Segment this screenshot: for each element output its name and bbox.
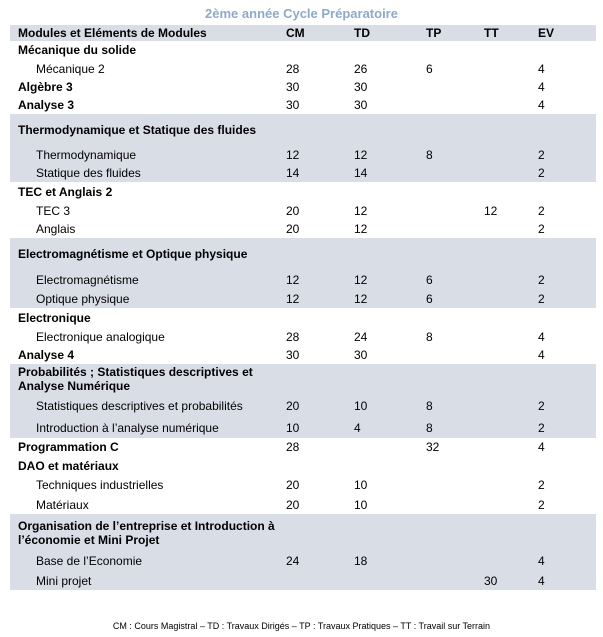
tp-value	[426, 456, 484, 475]
td-value	[354, 41, 426, 59]
tt-value	[484, 551, 538, 571]
td-value: 12	[354, 270, 426, 289]
ev-value: 2	[538, 289, 596, 308]
module-label: Mécanique du solide	[18, 43, 137, 57]
tt-value	[484, 364, 538, 394]
table-row	[10, 182, 596, 201]
tp-value: 6	[426, 270, 484, 289]
tp-value	[426, 164, 484, 182]
ev-value	[538, 238, 596, 270]
ev-value	[538, 182, 596, 201]
module-label: Probabilités ; Statistiques descriptives et Analyse Numérique	[10, 364, 286, 394]
tt-value	[484, 220, 538, 238]
tp-value: 6	[426, 289, 484, 308]
cm-value: 12	[286, 145, 354, 164]
td-value: 26	[354, 61, 368, 76]
ev-value: 2	[538, 203, 545, 218]
module-label: Organisation de l’entreprise et Introduction à l’économie et Mini Projet	[10, 514, 286, 551]
cm-value: 30	[286, 348, 300, 362]
td-value: 18	[354, 551, 426, 571]
cm-value	[286, 41, 354, 59]
ev-value	[538, 514, 596, 551]
tp-value	[426, 238, 484, 270]
cm-value	[286, 456, 354, 475]
ev-value: 4	[538, 551, 596, 571]
module-label: Mini projet	[10, 571, 286, 590]
td-value	[354, 571, 426, 590]
header-tp: TP	[426, 25, 484, 41]
header-ev: EV	[538, 25, 596, 41]
tp-value	[426, 201, 484, 220]
cm-value	[286, 364, 354, 394]
tt-value	[484, 96, 538, 114]
ev-value: 2	[538, 222, 545, 236]
ev-value: 4	[538, 440, 545, 454]
ev-value	[538, 41, 596, 59]
table-row	[10, 346, 596, 364]
header-modules: Modules et Eléments de Modules	[10, 25, 286, 41]
tp-value	[426, 346, 484, 364]
table-row	[10, 289, 596, 308]
td-value	[354, 182, 426, 201]
tp-value	[426, 96, 484, 114]
table-row	[10, 59, 596, 78]
td-value: 10	[354, 478, 368, 492]
ev-value: 4	[538, 98, 545, 112]
header-td: TD	[354, 25, 426, 41]
table-row	[10, 456, 596, 475]
ev-value: 2	[538, 418, 596, 438]
module-label: Anglais	[36, 222, 76, 236]
ev-value: 2	[538, 394, 596, 418]
tp-value: 8	[426, 394, 484, 418]
cm-value: 28	[286, 61, 300, 76]
ev-value	[538, 308, 596, 327]
td-value: 24	[354, 329, 368, 344]
page-title: 2ème année Cycle Préparatoire	[205, 6, 398, 21]
tp-value	[426, 78, 484, 96]
td-value	[354, 364, 426, 394]
ev-value: 4	[538, 80, 545, 94]
tt-value	[484, 327, 538, 346]
td-value: 30	[354, 80, 368, 94]
tt-value	[484, 346, 538, 364]
tt-value	[484, 114, 538, 145]
cm-value: 20	[286, 203, 300, 218]
tt-value	[484, 514, 538, 551]
tp-value	[426, 495, 484, 514]
tt-value	[484, 438, 538, 456]
table-row	[10, 327, 596, 346]
cm-value	[286, 182, 354, 201]
cm-value	[286, 571, 354, 590]
module-label: Analyse 3	[18, 98, 75, 112]
tp-value: 6	[426, 61, 433, 76]
tt-value	[484, 475, 538, 495]
tp-value	[426, 551, 484, 571]
cm-value: 20	[286, 394, 354, 418]
tp-value	[426, 114, 484, 145]
tp-value	[426, 308, 484, 327]
td-value	[354, 456, 426, 475]
td-value	[354, 238, 426, 270]
cm-value: 20	[286, 222, 300, 236]
cm-value: 10	[286, 418, 354, 438]
table-row	[10, 270, 596, 289]
td-value: 12	[354, 289, 426, 308]
cm-value: 14	[286, 164, 354, 182]
module-label: TEC et Anglais 2	[18, 184, 113, 199]
td-value	[354, 438, 426, 456]
ev-value	[538, 364, 596, 394]
tt-value: 12	[484, 203, 498, 218]
tp-value	[426, 182, 484, 201]
table-header	[10, 25, 596, 41]
table-row	[10, 164, 596, 182]
td-value: 10	[354, 394, 426, 418]
tp-value	[426, 475, 484, 495]
module-label: Thermodynamique	[10, 145, 286, 164]
module-label: Statique des fluides	[10, 164, 286, 182]
cm-value	[286, 308, 354, 327]
module-label: Electromagnétisme et Optique physique	[10, 238, 286, 270]
cm-value	[286, 514, 354, 551]
curriculum-table	[10, 25, 596, 590]
module-label: Mécanique 2	[36, 61, 105, 76]
table-row	[10, 418, 596, 438]
module-label: Electronique	[18, 310, 91, 325]
td-value: 12	[354, 203, 368, 218]
tt-value	[484, 394, 538, 418]
ev-value	[538, 456, 596, 475]
module-label: Algèbre 3	[18, 80, 73, 94]
tp-value	[426, 364, 484, 394]
table-row	[10, 96, 596, 114]
cm-value: 20	[286, 478, 300, 492]
table-row	[10, 41, 596, 59]
ev-value: 4	[538, 348, 545, 362]
tp-value: 8	[426, 418, 484, 438]
module-label: Techniques industrielles	[36, 478, 164, 492]
tt-value	[484, 238, 538, 270]
td-value: 10	[354, 497, 368, 512]
ev-value: 2	[538, 164, 596, 182]
ev-value: 4	[538, 571, 596, 590]
module-label: Programmation C	[18, 440, 119, 454]
table-row	[10, 438, 596, 456]
td-value: 30	[354, 348, 368, 362]
module-label: Optique physique	[10, 289, 286, 308]
table-row	[10, 238, 596, 270]
tt-value	[484, 270, 538, 289]
td-value	[354, 514, 426, 551]
module-label: Base de l’Economie	[10, 551, 286, 571]
table-row	[10, 78, 596, 96]
cm-value: 28	[286, 329, 300, 344]
cm-value: 12	[286, 289, 354, 308]
tt-value: 30	[484, 571, 538, 590]
module-label: Introduction à l’analyse numérique	[10, 418, 286, 438]
table-row	[10, 220, 596, 238]
cm-value: 20	[286, 497, 300, 512]
module-label: Statistiques descriptives et probabilités	[10, 394, 286, 418]
tp-value: 32	[426, 440, 440, 454]
module-label: TEC 3	[36, 203, 71, 218]
module-label: Matériaux	[36, 497, 89, 512]
tp-value	[426, 41, 484, 59]
ev-value: 2	[538, 478, 545, 492]
tt-value	[484, 145, 538, 164]
ev-value: 2	[538, 270, 596, 289]
cm-value: 12	[286, 270, 354, 289]
td-value: 12	[354, 222, 368, 236]
table-row	[10, 495, 596, 514]
module-label: DAO et matériaux	[18, 458, 119, 473]
header-tt: TT	[484, 25, 538, 41]
td-value: 4	[354, 418, 426, 438]
td-value: 30	[354, 98, 368, 112]
legend-footer: CM : Cours Magistral – TD : Travaux Dirigés – TP : Travaux Pratiques – TT : Travail sur Terrain	[112, 621, 491, 631]
table-row	[10, 145, 596, 164]
table-row	[10, 551, 596, 571]
tt-value	[484, 495, 538, 514]
module-label: Electronique analogique	[36, 329, 165, 344]
ev-value: 4	[538, 61, 545, 76]
ev-value: 2	[538, 497, 545, 512]
tt-value	[484, 78, 538, 96]
ev-value: 2	[538, 145, 596, 164]
cm-value	[286, 238, 354, 270]
tt-value	[484, 418, 538, 438]
table-row	[10, 364, 596, 394]
tp-value: 8	[426, 145, 484, 164]
tt-value	[484, 456, 538, 475]
table-row	[10, 571, 596, 590]
header-cm: CM	[286, 25, 354, 41]
table-row	[10, 201, 596, 220]
table-row	[10, 475, 596, 495]
tp-value	[426, 220, 484, 238]
tp-value	[426, 514, 484, 551]
cm-value	[286, 114, 354, 145]
module-label: Electromagnétisme	[10, 270, 286, 289]
tt-value	[484, 164, 538, 182]
ev-value	[538, 114, 596, 145]
tp-value: 8	[426, 329, 433, 344]
td-value: 14	[354, 164, 426, 182]
tt-value	[484, 41, 538, 59]
table-row	[10, 308, 596, 327]
tt-value	[484, 59, 538, 78]
cm-value: 24	[286, 551, 354, 571]
tp-value	[426, 571, 484, 590]
table-row	[10, 114, 596, 145]
tt-value	[484, 308, 538, 327]
tt-value	[484, 289, 538, 308]
td-value	[354, 308, 426, 327]
module-label: Analyse 4	[18, 348, 75, 362]
table-row	[10, 514, 596, 551]
td-value	[354, 114, 426, 145]
cm-value: 28	[286, 440, 300, 454]
td-value: 12	[354, 145, 426, 164]
cm-value: 30	[286, 80, 300, 94]
cm-value: 30	[286, 98, 300, 112]
ev-value: 4	[538, 329, 545, 344]
tt-value	[484, 182, 538, 201]
table-row	[10, 394, 596, 418]
module-label: Thermodynamique et Statique des fluides	[10, 114, 286, 145]
